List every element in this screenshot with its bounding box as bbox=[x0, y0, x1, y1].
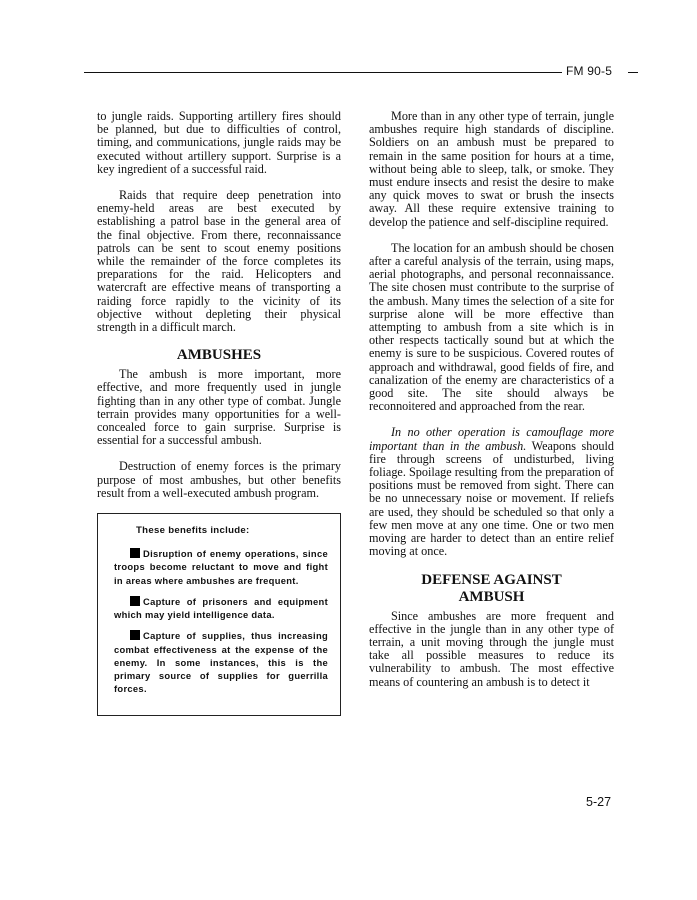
header-rule bbox=[84, 72, 562, 73]
square-bullet-icon bbox=[130, 630, 140, 640]
square-bullet-icon bbox=[130, 596, 140, 606]
paragraph: to jungle raids. Supporting artillery fires should be planned, but due to difficulties of control, timing, and communications, jungle raids may be executed without artillery support. Surprise is a key ingredient of a successful raid. bbox=[97, 109, 341, 176]
benefits-heading: These benefits include: bbox=[136, 525, 250, 537]
heading-line: DEFENSE AGAINST bbox=[421, 571, 562, 588]
benefits-box bbox=[97, 513, 341, 716]
benefit-text: Capture of prisoners and equipment which may yield intelligence data. bbox=[114, 595, 328, 621]
benefit-item bbox=[114, 547, 328, 587]
paragraph: The location for an ambush should be chosen after a careful analysis of the terrain, using maps, aerial photographs, and personal reconnaissance. The site chosen must contribute to the surprise of the ambush. Many times the selection of a site for surprise alone will be more effective than attempting to ambush from a site which is in other respects tactically sound but at which the enemy is sure to be suspicious. Covered routes of approach and withdrawal, good fields of fire, and canalization of the enemy are characteristics of a good site. The site should always be reconnoitered and approached from the rear. bbox=[369, 240, 614, 414]
right-column bbox=[369, 110, 614, 702]
benefit-text: Disruption of enemy operations, since troops become reluctant to move and fight in areas where ambushes are frequent. bbox=[114, 548, 328, 586]
benefit-text: Capture of supplies, thus increasing combat effectiveness at the expense of the enemy. In some instances, this is the primary source of supplies for guerrilla forces. bbox=[114, 630, 328, 695]
benefit-item bbox=[114, 629, 328, 695]
header-dash bbox=[628, 72, 638, 73]
paragraph: Raids that require deep penetration into enemy-held areas are best executed by establishing a patrol base in the general area of the final objective. From there, reconnaissance patrols can be sent to scout enemy positions while the remainder of the force completes its preparations for the raid. Helicopters and watercraft are effective means of transporting a raiding force rapidly to the vicinity of its objective without depleting their physical strength in a difficult march. bbox=[97, 188, 341, 335]
paragraph-rest: Weapons should fire through screens of undisturbed, living foliage. Spoilage resulting from the preparation of positions must be removed from sight. There can be no unnecessary noise or movement. If reliefs are used, they should be scheduled so that only a few men move at any one time. One or two men moving are harder to detect than an entire relief moving at once. bbox=[369, 438, 614, 559]
section-heading-ambushes: AMBUSHES bbox=[176, 347, 262, 364]
left-column bbox=[97, 110, 341, 716]
paragraph: More than in any other type of terrain, jungle ambushes require high standards of discipline. Soldiers on an ambush must be prepared to remain in the same position for hours at a time, without being able to sleep, talk, or smoke. They must endure insects and resist the desire to make any quick moves to swat or brush the insects away. All these require extensive training to develop the patience and self-discipline required. bbox=[369, 109, 614, 229]
paragraph: Since ambushes are more frequent and effective in the jungle than in any other type of terrain, a unit moving through the jungle must take all possible measures to reduce its vulnerability to ambush. The most effective means of countering an ambush is to detect it bbox=[369, 608, 614, 689]
paragraph: The ambush is more important, more effective, and more frequently used in jungle fighting than in any other type of combat. Jungle terrain provides many opportunities for a well-concealed force to gain surprise. Surprise is essential for a successful ambush. bbox=[97, 367, 341, 448]
paragraph: Destruction of enemy forces is the primary purpose of most ambushes, but other benefits result from a well-executed ambush program. bbox=[97, 459, 341, 500]
heading-line: AMBUSH bbox=[458, 588, 525, 605]
manual-id: FM 90-5 bbox=[566, 64, 613, 78]
page-number: 5-27 bbox=[586, 795, 612, 809]
benefit-item bbox=[114, 595, 328, 621]
italic-lead: In no other operation is camouflage more important than in the ambush. bbox=[369, 425, 614, 453]
paragraph-camouflage bbox=[369, 426, 614, 558]
section-heading-defense bbox=[369, 572, 614, 606]
square-bullet-icon bbox=[130, 548, 140, 558]
